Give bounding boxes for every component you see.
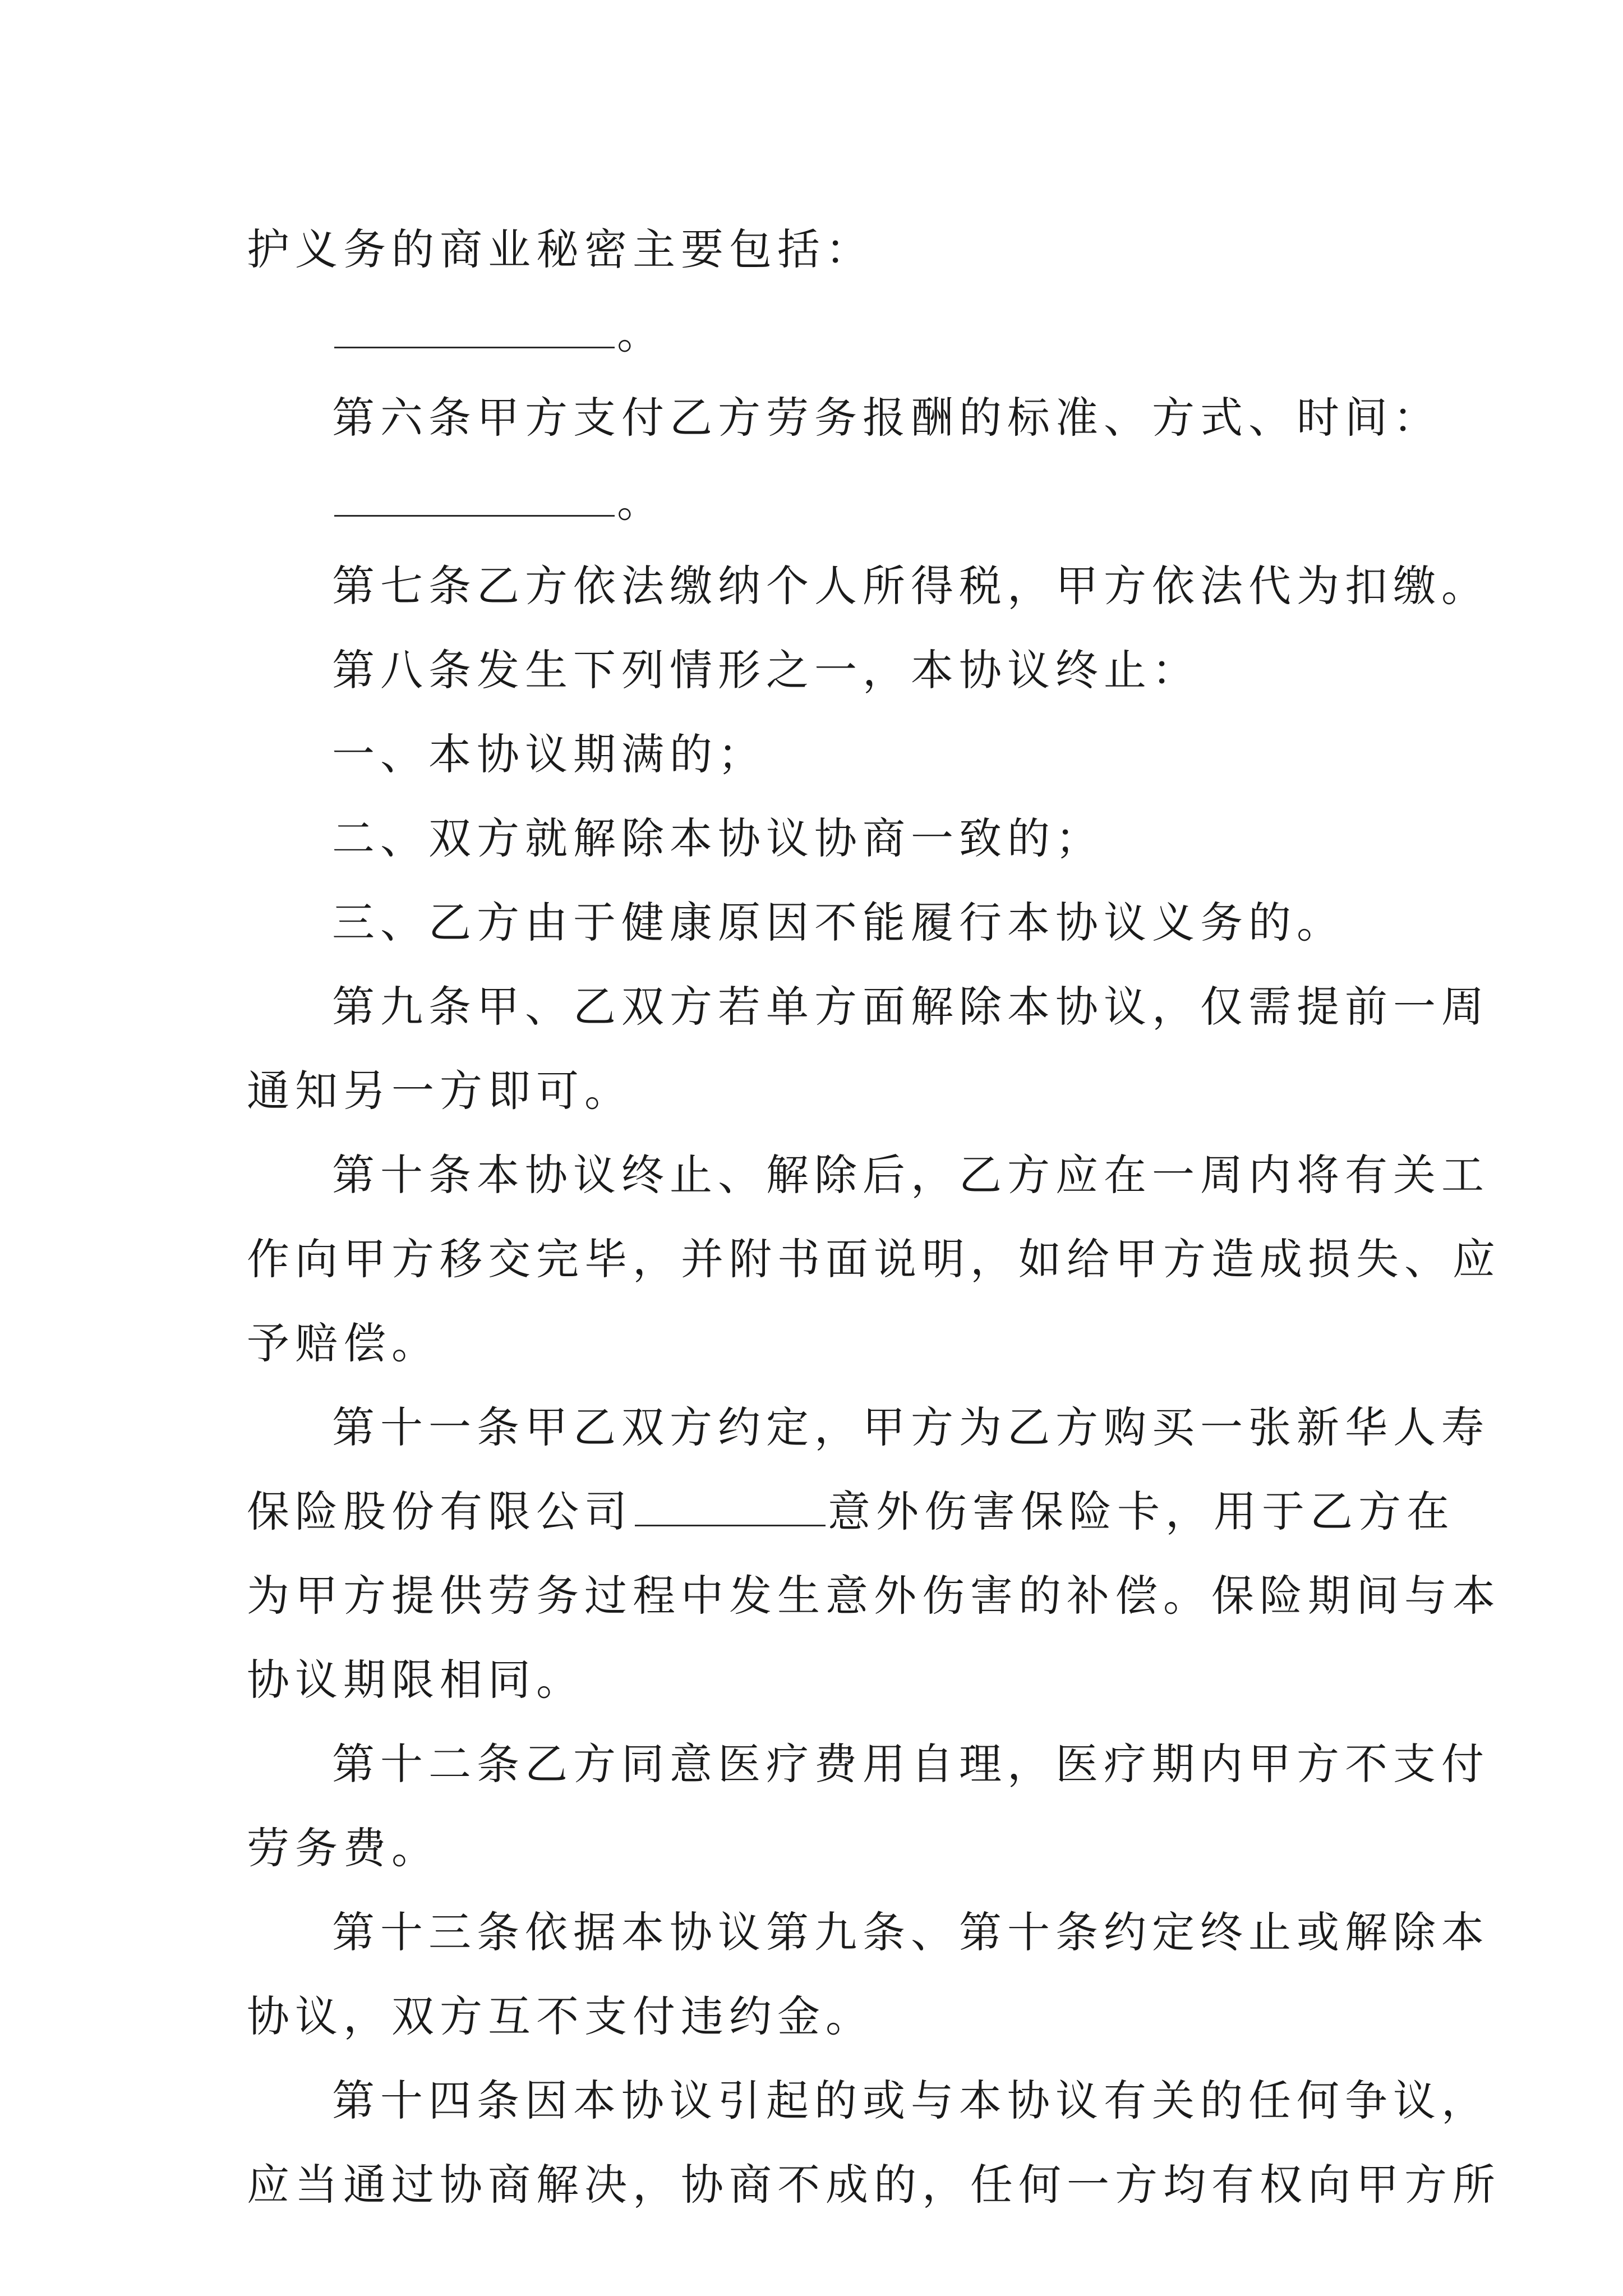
text-fragment: 保险股份有限公司 [247, 1487, 633, 1536]
list-item: 三、乙方由于健康原因不能履行本协议义务的。 [332, 898, 1345, 947]
text-line: 作向甲方移交完毕，并附书面说明，如给甲方造成损失、应 [247, 1234, 1501, 1284]
text-line: 通知另一方即可。 [247, 1066, 633, 1116]
document-body [247, 208, 1501, 2227]
article-9: 第九条甲、乙双方若单方面解除本协议，仅需提前一周 [332, 982, 1490, 1032]
text-line: 为甲方提供劳务过程中发生意外伤害的补偿。保险期间与本 [247, 1571, 1501, 1621]
text-line: 协议，双方互不支付违约金。 [247, 1991, 874, 2041]
blank-line [247, 292, 1380, 376]
text-line: 协议期限相同。 [247, 1655, 584, 1705]
text-line: 护义务的商业秘密主要包括： [247, 224, 874, 274]
article-8: 第八条发生下列情形之一，本协议终止： [332, 645, 1200, 695]
article-12: 第十二条乙方同意医疗费用自理，医疗期内甲方不支付 [332, 1739, 1490, 1789]
article-14: 第十四条因本协议引起的或与本协议有关的任何争议， [332, 2076, 1490, 2125]
text-line: 应当通过协商解决，协商不成的，任何一方均有权向甲方所 [247, 2160, 1501, 2210]
text-line: 予赔偿。 [247, 1318, 440, 1368]
fill-in-blank [334, 481, 615, 517]
text-line: 劳务费。 [247, 1823, 440, 1873]
fill-in-blank [635, 1491, 826, 1526]
list-item: 二、双方就解除本协议协商一致的； [332, 813, 1104, 863]
text-fragment: 意外伤害保险卡，用于乙方在 [828, 1487, 1455, 1536]
article-6: 第六条甲方支付乙方劳务报酬的标准、方式、时间： [332, 393, 1441, 443]
fill-in-blank [334, 313, 615, 348]
blank-line [247, 460, 1380, 544]
article-7: 第七条乙方依法缴纳个人所得税，甲方依法代为扣缴。 [332, 561, 1490, 611]
article-10: 第十条本协议终止、解除后，乙方应在一周内将有关工 [332, 1150, 1490, 1200]
article-11: 第十一条甲乙双方约定，甲方为乙方购买一张新华人寿 [332, 1402, 1490, 1452]
article-13: 第十三条依据本协议第九条、第十条约定终止或解除本 [332, 1907, 1490, 1957]
text-line-with-blank [247, 1470, 1455, 1554]
text-fragment: 。 [617, 309, 665, 358]
list-item: 一、本协议期满的； [332, 729, 766, 779]
text-fragment: 。 [617, 477, 665, 527]
